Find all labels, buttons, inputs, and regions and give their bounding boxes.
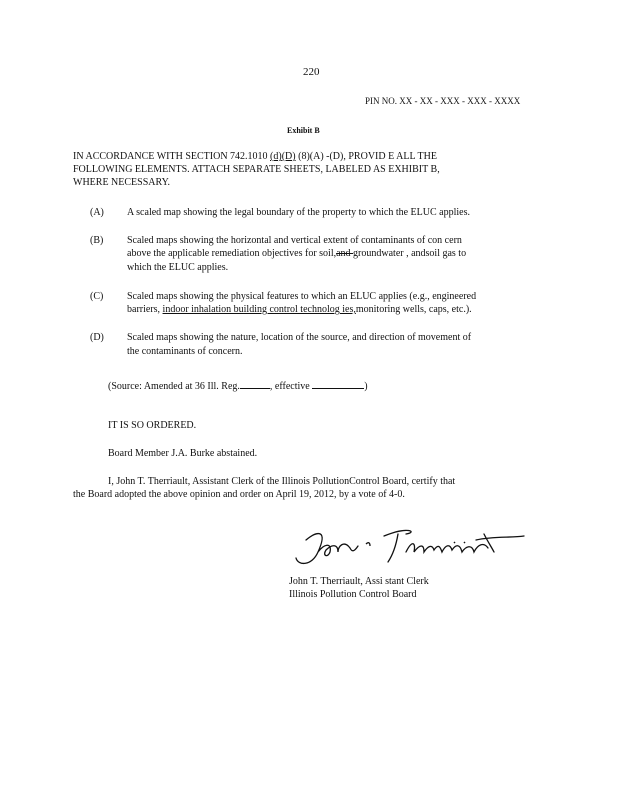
item-d-label: (D) xyxy=(90,332,104,343)
item-b-label: (B) xyxy=(90,235,104,246)
ordered-statement: IT IS SO ORDERED. xyxy=(108,420,197,431)
source-mid: , effective xyxy=(269,381,313,392)
signer-name: John T. Therriault, Assi stant Clerk xyxy=(289,576,429,587)
item-b-line-2 xyxy=(127,247,466,260)
section-underlined-D: (D) xyxy=(281,151,296,162)
intro-line-1-pre: IN ACCORDANCE WITH SECTION 742.1010 xyxy=(73,151,271,162)
section-underlined-d: (d) xyxy=(270,151,282,162)
item-c-line-2 xyxy=(127,303,472,316)
item-a-label: (A) xyxy=(90,207,104,218)
intro-line-3: WHERE NECESSARY. xyxy=(73,177,171,188)
signature xyxy=(288,522,528,572)
source-pre: (Source: Amended at 36 Ill. Reg. xyxy=(108,381,240,392)
signer-organization: Illinois Pollution Control Board xyxy=(289,589,417,600)
item-b-struck-text: and xyxy=(336,248,354,259)
item-b-line-1: Scaled maps showing the horizontal and vertical extent of contaminants of con cern xyxy=(127,235,462,246)
intro-line-2: FOLLOWING ELEMENTS. ATTACH SEPARATE SHEETS, LABELED AS EXHIBIT B, xyxy=(73,164,440,175)
item-c-line-1: Scaled maps showing the physical features to which an ELUC applies (e.g., engineered xyxy=(127,291,477,302)
item-b-line-2-post: groundwater , andsoil gas to xyxy=(353,248,467,259)
item-d-line-2: the contaminants of concern. xyxy=(127,346,243,357)
source-line xyxy=(108,379,368,393)
item-b-line-2-pre: above the applicable remediation objectives for soil, xyxy=(127,248,337,259)
item-c-label: (C) xyxy=(90,291,104,302)
item-d-line-1: Scaled maps showing the nature, location of the source, and direction of movement of xyxy=(127,332,472,343)
item-a-text: A scaled map showing the legal boundary of the property to which the ELUC applies. xyxy=(127,207,470,218)
intro-line-1 xyxy=(73,150,437,163)
certification-line-2: the Board adopted the above opinion and order on April 19, 2012, by a vote of 4-0. xyxy=(73,489,405,500)
exhibit-title: Exhibit B xyxy=(287,126,320,135)
abstained-statement: Board Member J.A. Burke abstained. xyxy=(108,448,258,459)
intro-line-1-post: (8)(A) -(D), PROVID E ALL THE xyxy=(295,151,437,162)
effective-date-blank xyxy=(312,379,364,389)
item-c-line-2-post: monitoring wells, caps, etc.). xyxy=(355,304,472,315)
item-c-underlined-text: indoor inhalation building control technolog ies, xyxy=(162,304,356,315)
source-post: ) xyxy=(364,381,368,392)
page-number: 220 xyxy=(303,66,320,78)
certification-line-1: I, John T. Therriault, Assistant Clerk of the Illinois PollutionControl Board, certify that xyxy=(108,476,456,487)
item-b-line-3: which the ELUC applies. xyxy=(127,262,229,273)
pin-number: PIN NO. XX - XX - XXX - XXX - XXXX xyxy=(365,96,521,106)
item-c-line-2-pre: barriers, xyxy=(127,304,163,315)
register-blank xyxy=(240,379,270,389)
